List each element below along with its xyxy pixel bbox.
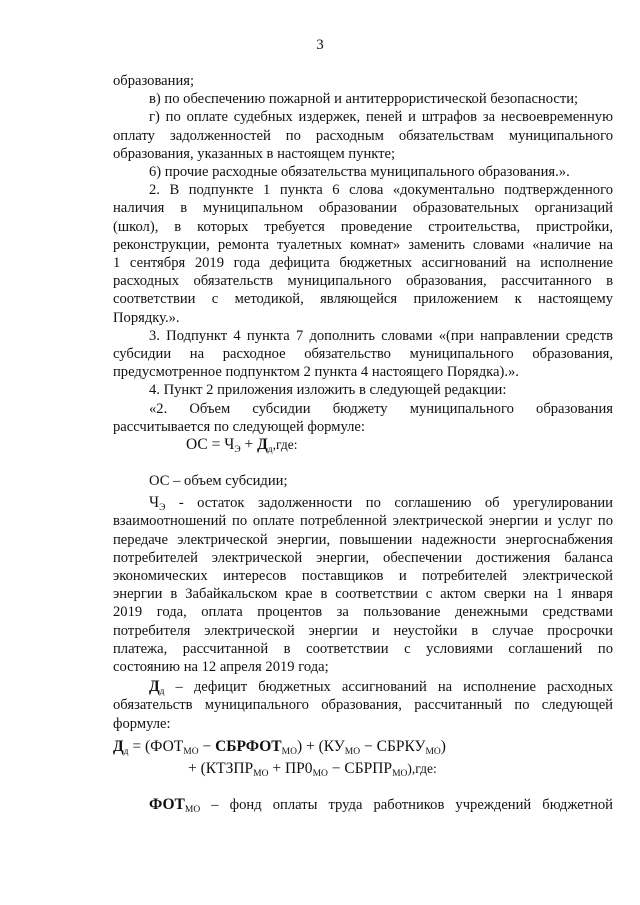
formula-pr0: ПР0 — [284, 760, 313, 777]
text-line: потребителя электрической энергии и неустойки в случае просрочки — [113, 622, 613, 639]
text-line: (школ), в которых требуется проведение строительства, пристройки, — [113, 218, 613, 235]
text-line: «2. Объем субсидии бюджету муниципального образования — [149, 400, 613, 417]
page-number: 3 — [316, 37, 324, 53]
legend-d: Д — [149, 678, 160, 696]
document-body-bottom — [113, 796, 613, 814]
text-line: $Ч_Э$ - остаток задолженности по соглашению об урегулировании — [149, 494, 613, 514]
formula-os: ОС — [186, 436, 208, 453]
text-line: расходных обязательств муниципального образования, рассчитанного в — [113, 273, 613, 290]
text-line: соответствии с методикой, являющейся приложением к настоящему — [113, 291, 613, 308]
formula-fot: ФОТ — [150, 738, 184, 755]
formula-ku: КУ — [323, 738, 345, 755]
document-body-top — [113, 72, 613, 436]
legend-fot: ФОТ — [149, 796, 185, 813]
text-line: субсидии на расходное обязательство муниципального образования, — [113, 346, 613, 363]
formula-ch: Ч — [224, 436, 235, 453]
text-line: Порядку.». — [113, 309, 180, 326]
text-line: $ФОТ_{МО}$ – фонд оплаты труда работников учреждений бюджетной — [149, 796, 613, 815]
text-line: г) по оплате судебных издержек, пеней и штрафов за несвоевременную — [149, 109, 613, 126]
text-line: 3. Подпункт 4 пункта 7 дополнить словами «(при направлении средств — [149, 327, 613, 344]
text-line: энергии в Забайкальском крае в соответствии с актом сверки на 1 января — [113, 586, 613, 603]
document-body-middle — [113, 472, 613, 733]
formula-sbrpr: СБРПР — [344, 760, 393, 777]
text-line: ОС – объем субсидии; — [149, 473, 288, 489]
deficit-formula-line-2: + ($КТЗПР_{МО} + ПР0_{МО}$ − $СБРПР_{МО}),где$: — [188, 760, 437, 779]
text-line: предусмотренное подпунктом 2 пункта 4 настоящего Порядка).». — [113, 364, 519, 381]
text-line: состоянию на 12 апреля 2019 года; — [113, 659, 329, 676]
text-line: 6) прочие расходные обязательства муниципального образования.». — [149, 164, 570, 181]
text-line: образования, указанных в настоящем пункте; — [113, 145, 396, 162]
text-line: 2. В подпункте 1 пункта 6 слова «документально подтвержденного — [149, 182, 613, 199]
text-line: оплату задолженностей по расходным обязательствам муниципального — [113, 127, 613, 144]
text-line: взаимоотношений по оплате потребленной электрической энергии и услуг по — [113, 513, 613, 530]
text-line: рассчитывается по следующей формуле: — [113, 418, 365, 435]
text-line: обязательств муниципального образования, рассчитанный по следующей — [113, 697, 613, 714]
formula-sbrku: СБРКУ — [376, 738, 426, 755]
text-line: платежа, рассчитанной в соответствии с условиями соглашений по — [113, 640, 613, 657]
text-line: 2019 года, оплата процентов за пользование денежными средствами — [113, 604, 613, 621]
text-line: передаче электрической энергии, повышении надежности энергоснабжения — [113, 531, 613, 548]
text-line: 4. Пункт 2 приложения изложить в следующей редакции: — [149, 382, 507, 399]
legend-ch: Ч — [149, 494, 160, 512]
text-line: потребителей электрической энергии, обеспечении достижения баланса — [113, 549, 613, 566]
formula-d: Д — [257, 436, 268, 453]
text-line: 1 сентября 2019 года дефицита бюджетных ассигнований на исполнение — [113, 255, 613, 272]
text-line: наличия в муниципальном образовании образовательных организаций — [113, 200, 613, 217]
deficit-formula-line-1: $Д_д = (ФОТ_{МО}$ − $СБРФОТ_{МО}) + (КУ_{МО}$ − $СБРКУ_{МО}$) — [113, 738, 446, 757]
text-line: $Д_д$ – дефицит бюджетных ассигнований на исполнение расходных — [149, 678, 613, 698]
formula-ktzpr: КТЗПР — [205, 760, 254, 777]
text-line: образования; — [113, 73, 195, 89]
text-line: в) по обеспечению пожарной и антитеррористической безопасности; — [149, 91, 579, 108]
text-line: формуле: — [113, 715, 171, 732]
text-line: экономических интересов поставщиков и потребителей электрической — [113, 568, 613, 585]
formula-sbrfot: СБРФОТ — [215, 738, 282, 755]
text-line: реконструкции, ремонта туалетных комнат» заменить словами «наличие на — [113, 236, 613, 253]
subsidy-formula: ОС = $Ч_Э + Д_д,где$: — [186, 436, 298, 455]
